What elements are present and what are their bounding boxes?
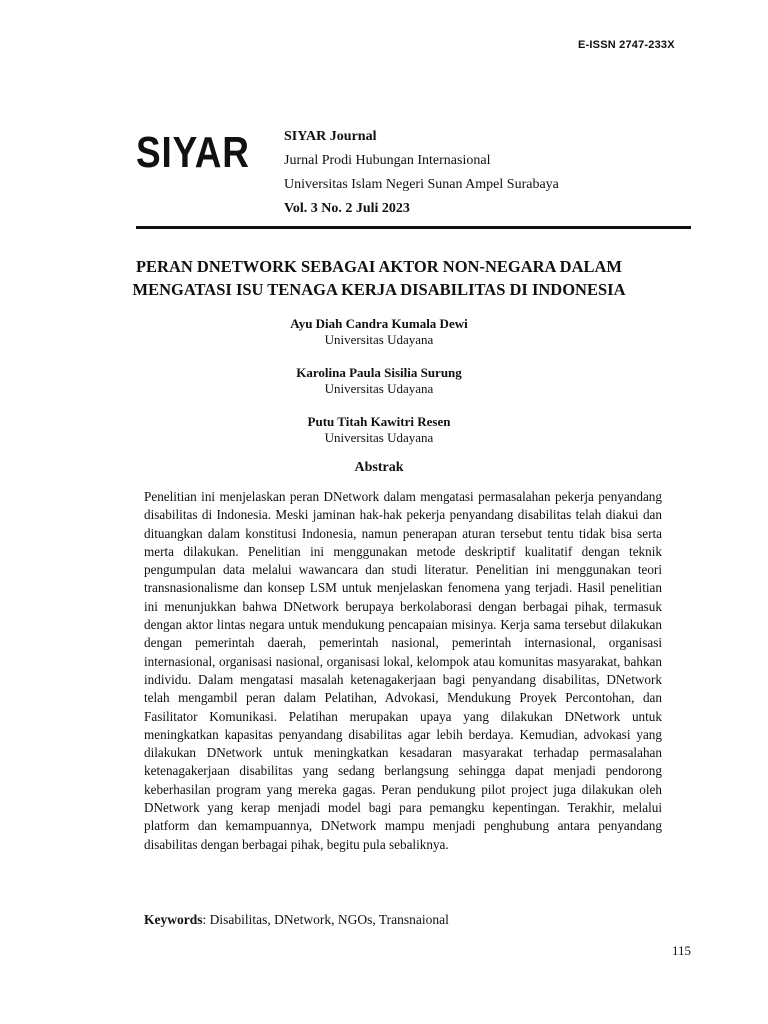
author-affiliation: Universitas Udayana [324, 430, 434, 445]
page-number: 115 [672, 943, 692, 958]
issn-label: E-ISSN 2747-233X [578, 39, 675, 51]
author-name: Ayu Diah Candra Kumala Dewi [290, 316, 468, 331]
author-name: Putu Titah Kawitri Resen [307, 414, 451, 429]
keywords-value: : Disabilitas, DNetwork, NGOs, Transnaional [202, 912, 449, 927]
journal-info [284, 125, 559, 221]
author-name: Karolina Paula Sisilia Surung [296, 365, 462, 380]
keywords-label: Keywords [144, 912, 203, 927]
header-divider [136, 226, 691, 229]
author-list [200, 316, 558, 463]
author-block [200, 414, 558, 446]
article-title [100, 255, 658, 301]
author-block [200, 316, 558, 348]
journal-program: Jurnal Prodi Hubungan Internasional [284, 153, 491, 168]
journal-volume: Vol. 3 No. 2 Juli 2023 [284, 201, 410, 216]
abstract-body: Penelitian ini menjelaskan peran DNetwork dalam mengatasi permasalahan pekerja penyandang disabilitas di Indonesia. Meski jaminan hak-hak pekerja penyandang disabilitas telah diakui dan dituangkan dalam konstitusi Indonesia, namun penerapan aturan tersebut tentu tidak bisa serta merta dilakukan. Penelitian ini menggunakan metode deskriptif kualitatif dengan teknik pengumpulan data melalui wawancara dan studi literatur. Penelitian ini menggunakan teori transnasionalisme dan konsep LSM untuk menjelaskan fenomena yang terjadi. Hasil penelitian ini menunjukkan bahwa DNetwork berupaya berkolaborasi dengan berbagai pihak, termasuk dengan aktor lintas negara untuk mendukung pencapaian misinya. Kerja sama tersebut dilakukan dengan pemerintah daerah, pemerintah nasional, pemerintah internasional, organisasi internasional, organisasi nasional, organisasi lokal, kelompok atau komunitas masyarakat, bahkan individu. Dalam mengatasi masalah ketenagakerjaan bagi penyandang disabilitas, DNetwork telah mengambil peran dalam Pelatihan, Advokasi, Mendukung Proyek Percontohan, dan Fasilitator Komunikasi. Pelatihan merupakan upaya yang dilakukan DNetwork untuk meningkatkan kapasitas penyandang disabilitas agar lebih berdaya. Kemudian, advokasi yang dilakukan DNetwork untuk meningkatkan kesadaran masyarakat terhadap permasalahan ketenagakerjaan disabilitas yang sedang berlangsung sehingga dapat menjadi pendorong keberhasilan program yang mereka gagas. Peran pendukung pilot project juga dilakukan oleh DNetwork yang kerap menjadi model bagi para pemangku kepentingan. Terakhir, melalui platform dan kemampuannya, DNetwork mampu menjadi penghubung antara penyandang disabilitas dengan berbagai pihak, begitu pula sebaliknya. [144, 489, 662, 852]
author-block [200, 365, 558, 397]
journal-university: Universitas Islam Negeri Sunan Ampel Surabaya [284, 177, 559, 192]
journal-logo: SIYAR [136, 128, 250, 177]
article-title-line: MENGATASI ISU TENAGA KERJA DISABILITAS DI INDONESIA [132, 280, 626, 299]
abstract-heading: Abstrak [354, 460, 404, 475]
author-affiliation: Universitas Udayana [324, 332, 434, 347]
journal-name: SIYAR Journal [284, 129, 377, 144]
article-title-line: PERAN DNETWORK SEBAGAI AKTOR NON-NEGARA DALAM [135, 257, 623, 276]
keywords-line [144, 912, 449, 928]
author-affiliation: Universitas Udayana [324, 381, 434, 396]
